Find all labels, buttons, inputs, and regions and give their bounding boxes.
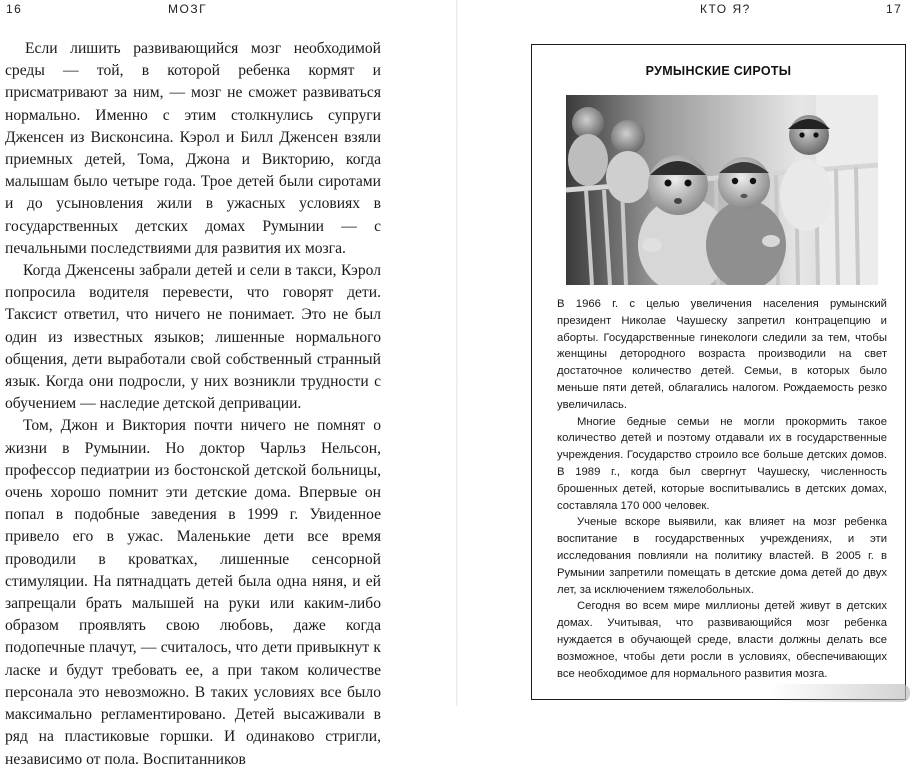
orphans-in-cribs-photo xyxy=(566,95,878,285)
book-gutter xyxy=(456,0,458,706)
sidebar-paragraph: Многие бедные семьи не могли прокормить такое количество детей и поэтому отдавали их в государственные учреждения. Государство строило все больше детских домов. В 1989 г., когда был свергнут Чаушеску, численность брошенных детей, которые воспитывались в детских домах, составляла 170 000 человек. xyxy=(557,415,887,512)
sidebar-paragraph: Ученые вскоре выявили, как влияет на мозг ребенка воспитание в государственных учреждениях, и эти исследования повлияли на политику властей. В 2005 г. в Румынии запретили помещать в детские дома детей до двух лет, за исключением тяжелобольных. xyxy=(557,516,887,596)
sidebar-paragraph: Сегодня во всем мире миллионы детей живут в детских домах. Учитывая, что развивающийся мозг ребенка нуждается в обучающей среде, власти должны делать все возможное, чтобы дети росли в условиях, обеспечивающих все необходимое для нормального развития мозга. xyxy=(557,600,887,680)
right-running-head: КТО Я? xyxy=(700,2,751,16)
scan-watermark-blur xyxy=(770,684,910,702)
sidebar-paragraph: В 1966 г. с целью увеличения населения румынский президент Николае Чаушеску запретил контрацепцию и аборты. Государственные гинекологи следили за тем, чтобы женщины детородного возраста производили на свет достаточное количество детей. Семьи, в которых было меньше пяти детей, облагались налогом. Рождаемость резко увеличилась. xyxy=(557,298,887,411)
orphans-photo-illustration xyxy=(566,95,878,285)
body-paragraph: Если лишить развивающийся мозг необходимой среды — той, в которой ребенка кормят и присматривают за ним, — мозг не сможет развиваться нормально. Именно с этим столкнулись супруги Дженсен из Висконсина. Кэрол и Билл Дженсен взяли приемных детей, Тома, Джона и Викторию, когда малышам было четыре года. Трое детей были сиротами и до усыновления жили в ужасных условиях в государственных детских домах Румынии — с печальными последствиями для развития их мозга. xyxy=(5,40,381,257)
body-paragraph: Том, Джон и Виктория почти ничего не помнят о жизни в Румынии. Но доктор Чарльз Нельсон, профессор педиатрии из бостонской детской больницы, очень хорошо помнит эти детские дома. Впервые он попал в подобные заведения в 1999 г. Увиденное привело его в ужас. Маленькие дети все время проводили в кроватках, лишенные сенсорной стимуляции. На пятнадцать детей была одна няня, и ей запрещали брать малышей на руки или каким-либо образом проявлять свою любовь, даже когда подопечные плачут, — считалось, что дети привыкнут к ласке и будут требовать ее, а при таком количестве персонала это невозможно. В таких условиях все было максимально регламентировано. Детей высаживали в ряд на пластиковые горшки. И одинаково стригли, независимо от пола. Воспитанников xyxy=(5,417,381,768)
left-running-head: МОЗГ xyxy=(168,2,208,16)
right-page-number: 17 xyxy=(886,2,903,16)
body-paragraph: Когда Дженсены забрали детей и сели в такси, Кэрол попросила водителя перевести, что говорят дети. Таксист ответил, что ничего не понимает. Это не был один из известных языков; лишенные нормального общения, дети выработали свой собственный странный язык. Когда они подросли, у них возникли трудности с обучением — наследие детской депривации. xyxy=(5,262,381,413)
left-page-body xyxy=(5,38,381,771)
romanian-orphans-sidebar xyxy=(531,44,906,700)
sidebar-title: РУМЫНСКИЕ СИРОТЫ xyxy=(645,64,792,78)
left-page-number: 16 xyxy=(6,2,23,16)
sidebar-body xyxy=(557,296,887,682)
